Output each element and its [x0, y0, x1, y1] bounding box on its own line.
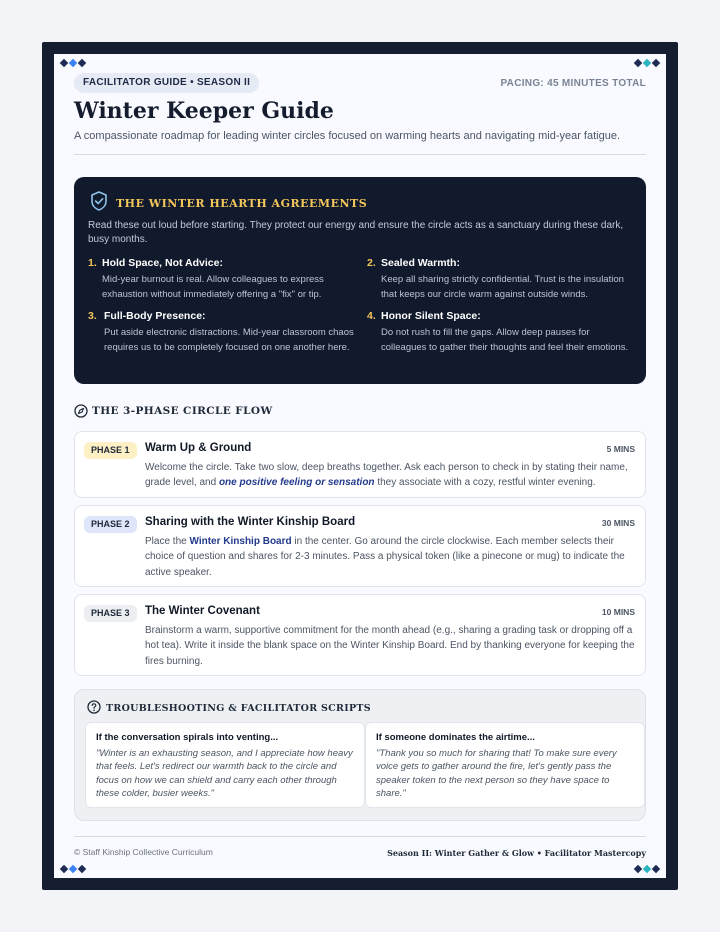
corner-ornament-top-left [61, 60, 85, 66]
agreement-number: 3. [88, 310, 97, 322]
flow-title: THE 3-PHASE CIRCLE FLOW [92, 405, 273, 417]
phase-highlight: one positive feeling or sensation [218, 477, 375, 489]
pacing-label: PACING: 45 MINUTES TOTAL [500, 78, 646, 89]
agreement-number: 4. [367, 310, 376, 322]
shield-check-icon [90, 191, 108, 211]
phase-duration: 10 MINS [601, 607, 635, 617]
guide-sheet [54, 54, 666, 878]
troubleshooting-title: TROUBLESHOOTING & FACILITATOR SCRIPTS [106, 703, 371, 714]
corner-ornament-top-right [635, 60, 659, 66]
script-heading: If the conversation spirals into venting... [96, 732, 279, 743]
guide-badge: FACILITATOR GUIDE • SEASON II [74, 73, 259, 93]
script-body: "Winter is an exhausting season, and I appreciate how heavy that feels. Let's redirect our warmth back to the circle and focus on how we can shield and carry each other through these colder, busier weeks." [96, 748, 353, 799]
agreement-body: Mid-year burnout is real. Allow colleagues to express exhaustion without immediately offering a "fix" or tip. [102, 274, 324, 300]
phase-pill: PHASE 1 [84, 442, 137, 459]
phase-title: Sharing with the Winter Kinship Board [145, 516, 356, 528]
phase-title: Warm Up & Ground [145, 442, 252, 454]
agreement-title: Full-Body Presence: [104, 310, 206, 322]
troubleshooting-panel [74, 689, 646, 821]
script-heading: If someone dominates the airtime... [376, 732, 535, 743]
phase-pill: PHASE 2 [84, 516, 137, 533]
phase-card [74, 431, 646, 498]
page-frame [42, 42, 678, 890]
corner-ornament-bottom-left [61, 866, 85, 872]
agreement-number: 1. [88, 257, 97, 269]
footer-credit: © Staff Kinship Collective Curriculum [74, 847, 213, 857]
hearth-agreements-panel [74, 177, 646, 384]
agreement-body: Put aside electronic distractions. Mid-year classroom chaos requires us to be completely focused on one another here. [104, 327, 354, 353]
page-subtitle: A compassionate roadmap for leading winter circles focused on warming hearts and navigating mid-year fatigue. [74, 130, 621, 142]
corner-ornament-bottom-right [635, 866, 659, 872]
phase-duration: 30 MINS [601, 518, 635, 528]
hearth-intro: Read these out loud before starting. They protect our energy and ensure the circle acts as a sanctuary during these dark, busy months. [88, 220, 624, 245]
page-title: Winter Keeper Guide [74, 98, 334, 124]
footer-series: Season II: Winter Gather & Glow • Facilitator Mastercopy [387, 848, 646, 858]
hearth-title: THE WINTER HEARTH AGREEMENTS [116, 197, 368, 210]
agreement-body: Keep all sharing strictly confidential. Trust is the insulation that keeps our circle warm against outside winds. [381, 274, 624, 300]
agreement-title: Honor Silent Space: [381, 310, 481, 322]
footer-divider [74, 836, 646, 837]
compass-icon [74, 404, 88, 418]
script-card [85, 722, 365, 808]
agreement-title: Hold Space, Not Advice: [102, 257, 223, 269]
script-body: "Thank you so much for sharing that! To make sure every voice gets to gather around the fire, let's gently pass the speaker token to the next person so they have space to share." [376, 748, 617, 799]
phase-body: Brainstorm a warm, supportive commitment for the month ahead (e.g., sharing a grading task or dropping off a hot tea). Write it inside the blank space on the Winter Kinship Board. End by thanking everyone for keeping the fires burning. [145, 625, 635, 667]
header-divider [74, 154, 646, 155]
agreement-title: Sealed Warmth: [381, 257, 460, 269]
phase-body: Welcome the circle. Take two slow, deep breaths together. Ask each person to check in by stating their name, grade level, and one positive feeling or sensation they associate with a cozy, restful winter evening. [145, 462, 628, 489]
phase-highlight: Winter Kinship Board [189, 536, 292, 547]
script-card [365, 722, 645, 808]
phase-pill: PHASE 3 [84, 605, 137, 622]
phase-title: The Winter Covenant [145, 605, 260, 617]
phase-duration: 5 MINS [606, 444, 635, 454]
phase-card [74, 594, 646, 676]
agreement-body: Do not rush to fill the gaps. Allow deep pauses for colleagues to gather their thoughts and feel their emotions. [381, 327, 629, 353]
agreement-number: 2. [367, 257, 376, 269]
question-circle-icon [87, 700, 101, 714]
phase-card [74, 505, 646, 587]
phase-body: Place the Winter Kinship Board in the center. Go around the circle clockwise. Each member selects their choice of question and shares for 2-3 minutes. Pass a physical token (like a pinecone or mug) to indicate the active speaker. [145, 536, 625, 578]
